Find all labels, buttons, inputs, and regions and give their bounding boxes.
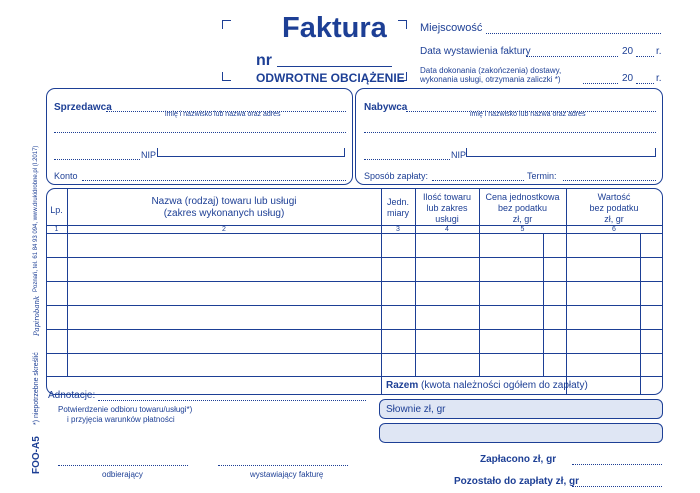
payment-method-label: Sposób zapłaty: — [364, 171, 429, 181]
buyer-label: Nabywca — [364, 102, 408, 113]
table-row[interactable] — [47, 234, 662, 257]
total-label — [386, 380, 588, 391]
delivery-year-prefix: 20 — [622, 73, 634, 84]
delivery-date-label-1: Data dokonania (zakończenia) dostawy, — [420, 66, 562, 75]
paid-field[interactable] — [572, 464, 662, 465]
buyer-nip-field[interactable] — [466, 148, 656, 157]
invoice-title: Faktura — [282, 12, 387, 44]
due-field[interactable] — [572, 486, 662, 487]
table-row[interactable] — [47, 282, 662, 305]
delivery-year-field[interactable] — [636, 83, 654, 84]
notes-label: Adnotacje: — [48, 390, 96, 401]
issuer-signature-field[interactable] — [218, 465, 348, 466]
table-row[interactable] — [47, 258, 662, 281]
col-number: 6 — [612, 226, 616, 233]
col-number: 3 — [396, 226, 400, 233]
paid-label: Zapłacono zł, gr — [480, 454, 557, 465]
buyer-address-field[interactable] — [364, 132, 656, 133]
issue-year-prefix: 20 — [622, 46, 634, 57]
receiver-label: odbierający — [102, 470, 143, 479]
payment-term-field[interactable] — [563, 180, 656, 181]
delivery-date-field[interactable] — [583, 83, 618, 84]
total-label-bold: Razem — [386, 380, 419, 391]
delivery-year-suffix: r. — [656, 73, 662, 84]
seller-account-field[interactable] — [82, 180, 346, 181]
col-number: 1 — [54, 226, 59, 233]
col-header-unit: Jedn. miary — [386, 197, 410, 218]
seller-address-field[interactable] — [54, 132, 346, 133]
col-header-value: Wartość bez podatku zł, gr — [589, 192, 639, 224]
confirmation-text-1: Potwierdzenie odbioru towaru/usługi*) — [58, 405, 193, 414]
number-label: nr — [256, 52, 272, 69]
form-code: FOO-A5 — [31, 436, 42, 474]
buyer-nip-label: NIP — [451, 150, 467, 160]
table-row[interactable] — [47, 354, 662, 376]
table-row[interactable] — [47, 306, 662, 329]
issue-date-field[interactable] — [526, 56, 618, 57]
issue-date-label: Data wystawienia faktury — [420, 46, 531, 57]
col-number: 4 — [445, 226, 449, 233]
col-header-quantity: Ilość towaru lub zakres usługi — [422, 192, 472, 224]
footnote: *) niepotrzebne skreślić — [33, 352, 40, 425]
issue-year-field[interactable] — [636, 56, 654, 57]
payment-method-field[interactable] — [432, 180, 524, 181]
notes-field[interactable] — [98, 400, 366, 401]
col-header-lp: Lp. — [50, 205, 63, 215]
issue-year-suffix: r. — [656, 46, 662, 57]
number-field[interactable] — [277, 66, 392, 67]
delivery-date-label-2: wykonania usługi, otrzymania zaliczki *) — [420, 75, 561, 84]
payment-term-label: Termin: — [527, 171, 557, 181]
issuer-label: wystawiający fakturę — [250, 470, 324, 479]
seller-label: Sprzedawca — [54, 102, 112, 113]
seller-nip-field[interactable] — [157, 148, 345, 157]
place-label: Miejscowość — [420, 22, 483, 34]
seller-hint: imię i nazwisko lub nazwa oraz adres — [165, 111, 281, 118]
invoice-subtitle: ODWROTNE OBCIĄŻENIE — [256, 71, 405, 85]
total-note: (kwota należności ogółem do zapłaty) — [421, 380, 588, 391]
due-label: Pozostało do zapłaty zł, gr — [454, 476, 580, 487]
amount-in-words-label: Słownie zł, gr — [386, 404, 446, 415]
amount-in-words-field-2[interactable] — [379, 423, 663, 443]
total-amount-field[interactable] — [567, 377, 662, 394]
seller-account-label: Konto — [54, 171, 78, 181]
place-field[interactable] — [486, 33, 661, 34]
seller-nip-label: NIP — [141, 150, 157, 160]
table-row[interactable] — [47, 330, 662, 353]
buyer-hint: imię i nazwisko lub nazwa oraz adres — [470, 111, 586, 118]
brand-logo: Papirobank — [33, 295, 41, 336]
col-header-unit-price: Cena jednostkowa bez podatku zł, gr — [485, 192, 560, 224]
col-number: 2 — [222, 226, 226, 233]
confirmation-text-2: i przyjęcia warunków płatności — [67, 415, 175, 424]
receiver-signature-field[interactable] — [58, 465, 188, 466]
col-number: 5 — [520, 226, 525, 233]
publisher-info: Poznań, tel. 61 84 93 094, www.drukidrobne.pl (I.2017) — [33, 145, 39, 292]
col-header-name: Nazwa (rodzaj) towaru lub usługi (zakres wykonanych usług) — [151, 196, 297, 219]
